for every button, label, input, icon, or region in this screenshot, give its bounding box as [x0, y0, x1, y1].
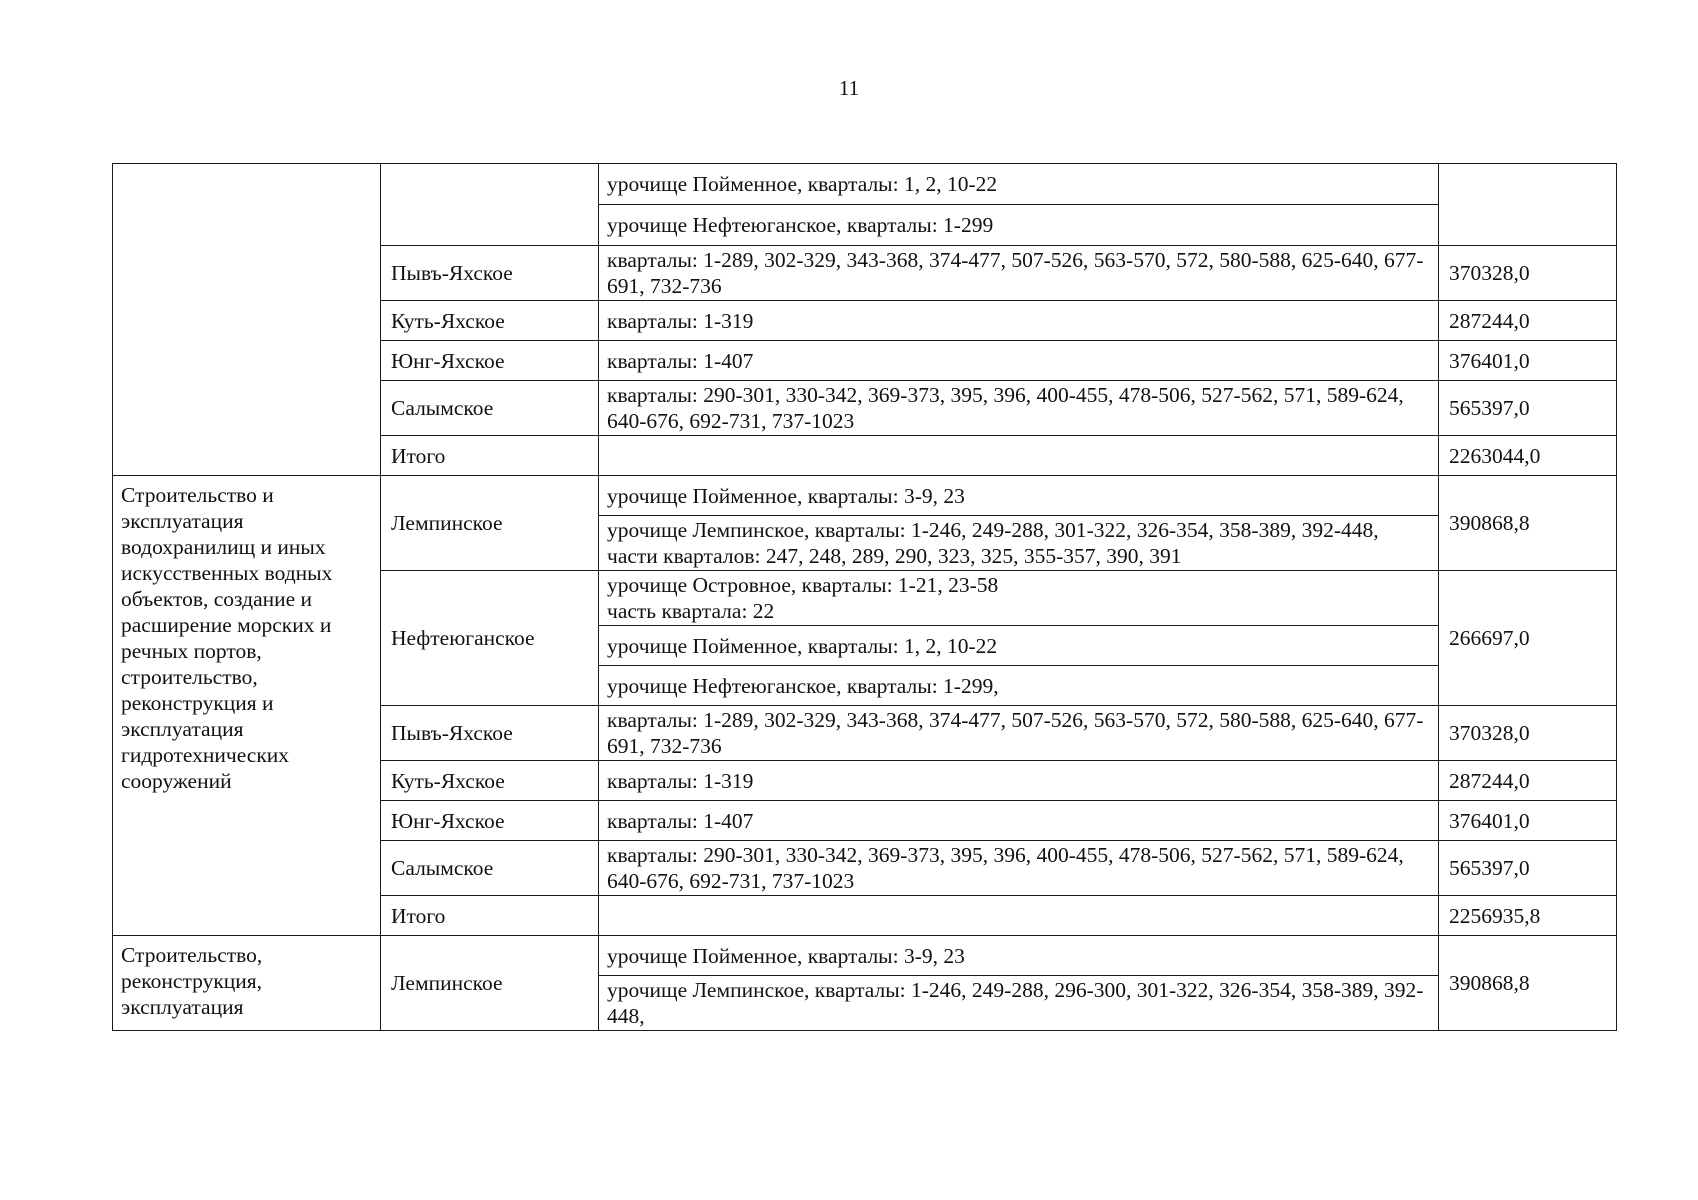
forestry-name: Юнг-Яхское: [381, 801, 599, 841]
location-cell: кварталы: 1-407: [599, 341, 1439, 381]
total-label: Итого: [381, 896, 599, 936]
forestry-name: Куть-Яхское: [381, 761, 599, 801]
forestry-cell-continued: [381, 164, 599, 246]
location-cell: кварталы: 290-301, 330-342, 369-373, 395, 396, 400-455, 478-506, 527-562, 571, 589-624, 640-676, 692-731, 737-1023: [599, 381, 1439, 436]
forestry-name: Лемпинское: [381, 476, 599, 571]
forestry-name: Нефтеюганское: [381, 571, 599, 706]
location-cell-empty: [599, 436, 1439, 476]
area-value: 266697,0: [1439, 571, 1617, 706]
location-cell: кварталы: 1-319: [599, 761, 1439, 801]
location-cell: урочище Пойменное, кварталы: 1, 2, 10-22: [599, 626, 1439, 666]
location-cell: урочище Нефтеюганское, кварталы: 1-299,: [599, 666, 1439, 706]
location-cell: [599, 571, 1439, 626]
location-cell: кварталы: 1-289, 302-329, 343-368, 374-477, 507-526, 563-570, 572, 580-588, 625-640, 677-691, 732-736: [599, 246, 1439, 301]
table-row: [113, 936, 1617, 976]
location-cell: кварталы: 1-289, 302-329, 343-368, 374-477, 507-526, 563-570, 572, 580-588, 625-640, 677-691, 732-736: [599, 706, 1439, 761]
page-number: 11: [838, 76, 860, 100]
location-cell: урочище Пойменное, кварталы: 3-9, 23: [599, 936, 1439, 976]
table-row: [113, 476, 1617, 516]
total-area: 2256935,8: [1439, 896, 1617, 936]
forestry-name: Пывъ-Яхское: [381, 246, 599, 301]
area-value: 565397,0: [1439, 841, 1617, 896]
total-label: Итого: [381, 436, 599, 476]
forest-use-table: [112, 163, 1617, 1031]
total-area: 2263044,0: [1439, 436, 1617, 476]
table-row: [113, 164, 1617, 205]
forestry-name: Лемпинское: [381, 936, 599, 1031]
forestry-name: Салымское: [381, 841, 599, 896]
location-cell: кварталы: 290-301, 330-342, 369-373, 395, 396, 400-455, 478-506, 527-562, 571, 589-624, 640-676, 692-731, 737-1023: [599, 841, 1439, 896]
purpose-cell-continued: [113, 164, 381, 476]
location-line: урочище Островное, кварталы: 1-21, 23-58: [607, 573, 999, 597]
area-value: 390868,8: [1439, 476, 1617, 571]
area-value: 565397,0: [1439, 381, 1617, 436]
location-cell: урочище Пойменное, кварталы: 3-9, 23: [599, 476, 1439, 516]
area-value: 376401,0: [1439, 801, 1617, 841]
location-line: часть квартала: 22: [607, 599, 775, 623]
forestry-name: Куть-Яхское: [381, 301, 599, 341]
location-cell: урочище Лемпинское, кварталы: 1-246, 249-288, 301-322, 326-354, 358-389, 392-448, части кварталов: 247, 248, 289, 290, 323, 325, 355-357, 390, 391: [599, 516, 1439, 571]
location-cell: кварталы: 1-407: [599, 801, 1439, 841]
area-value: 370328,0: [1439, 246, 1617, 301]
purpose-cell: Строительство, реконструкция, эксплуатация: [113, 936, 381, 1031]
location-cell: кварталы: 1-319: [599, 301, 1439, 341]
area-value: 390868,8: [1439, 936, 1617, 1031]
location-cell: урочище Нефтеюганское, кварталы: 1-299: [599, 205, 1439, 246]
area-cell-continued: [1439, 164, 1617, 246]
area-value: 287244,0: [1439, 761, 1617, 801]
area-value: 376401,0: [1439, 341, 1617, 381]
location-cell-empty: [599, 896, 1439, 936]
location-cell: урочище Лемпинское, кварталы: 1-246, 249-288, 296-300, 301-322, 326-354, 358-389, 392-448,: [599, 976, 1439, 1031]
location-cell: урочище Пойменное, кварталы: 1, 2, 10-22: [599, 164, 1439, 205]
area-value: 287244,0: [1439, 301, 1617, 341]
forestry-name: Салымское: [381, 381, 599, 436]
area-value: 370328,0: [1439, 706, 1617, 761]
forestry-name: Пывъ-Яхское: [381, 706, 599, 761]
forestry-name: Юнг-Яхское: [381, 341, 599, 381]
purpose-cell: Строительство и эксплуатация водохранилищ и иных искусственных водных объектов, создание и расширение морских и речных портов, строительство, реконструкция и эксплуатация гидротехнических сооружений: [113, 476, 381, 936]
